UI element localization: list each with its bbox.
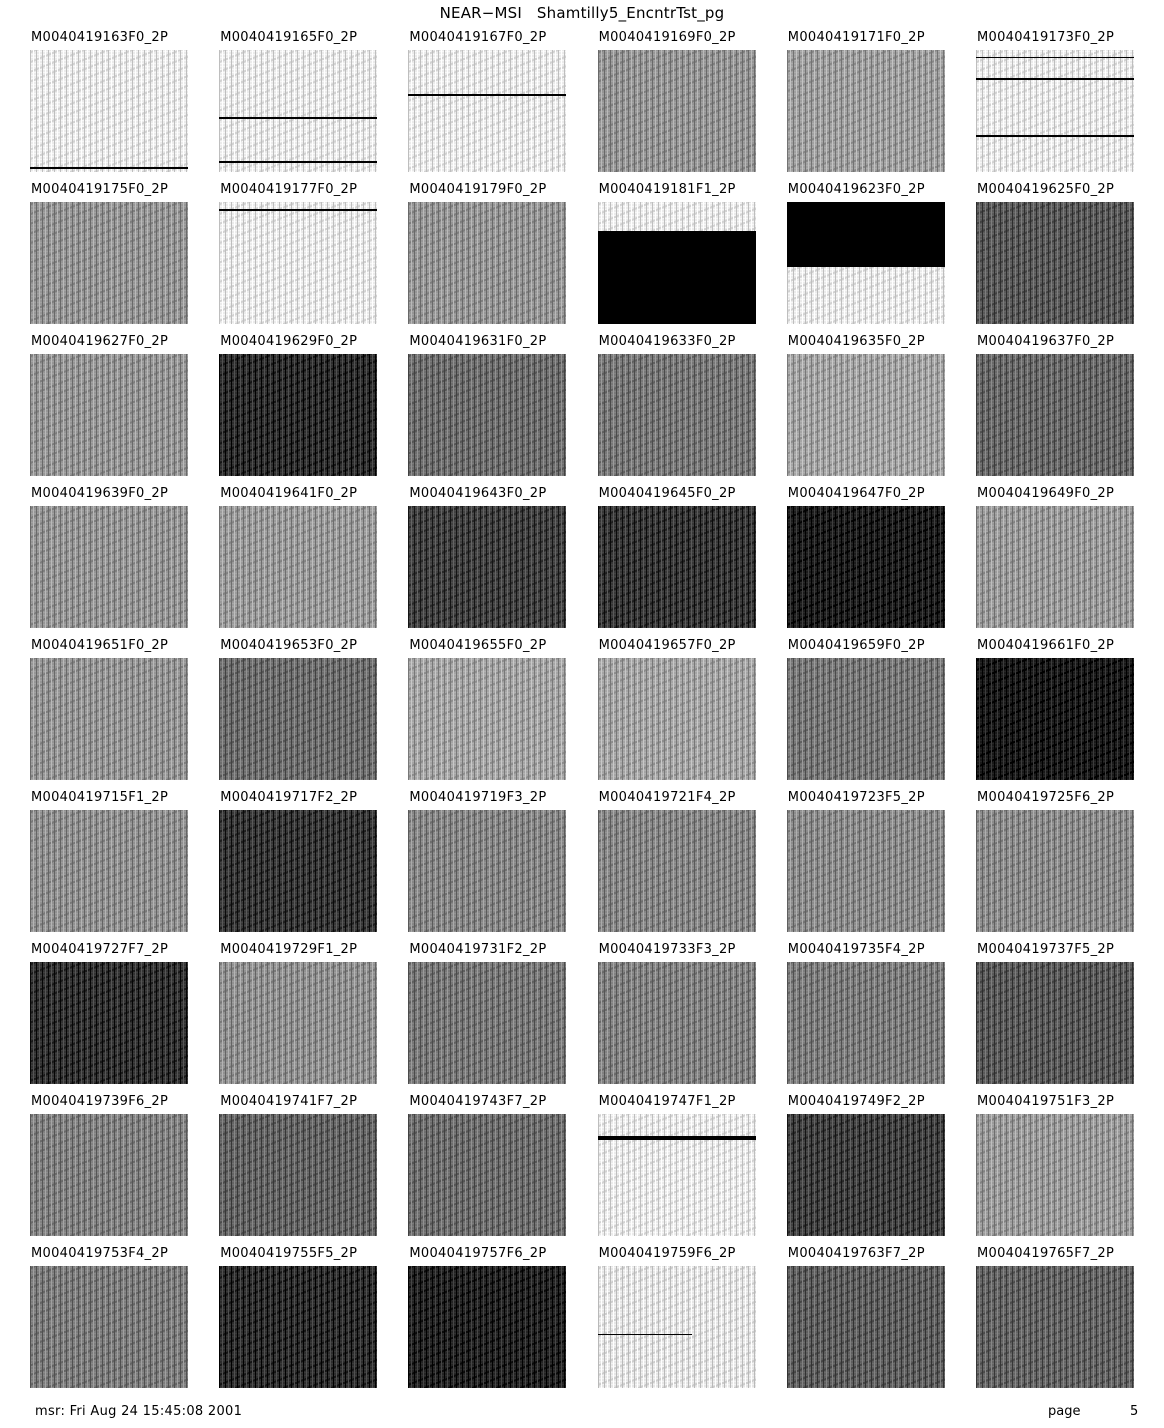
frame-cell (598, 942, 758, 1092)
frame-cell (30, 638, 190, 788)
frame-texture (408, 1266, 566, 1388)
frame-texture (787, 658, 945, 780)
frame-label: M0040419733F3_2P (598, 942, 736, 957)
frame-texture (787, 354, 945, 476)
frame-thumbnail (976, 1114, 1134, 1236)
frame-cell (408, 334, 568, 484)
frame-thumbnail (30, 354, 188, 476)
frame-cell (598, 1094, 758, 1244)
frame-texture (30, 810, 188, 932)
frame-label: M0040419735F4_2P (787, 942, 925, 957)
frame-thumbnail (976, 506, 1134, 628)
frame-texture (598, 658, 756, 780)
frame-cell (598, 30, 758, 180)
frame-cell (408, 182, 568, 332)
frame-label: M0040419739F6_2P (31, 1094, 169, 1109)
frame-label: M0040419647F0_2P (787, 486, 925, 501)
frame-label: M0040419649F0_2P (977, 486, 1115, 501)
frame-label: M0040419757F6_2P (409, 1246, 547, 1261)
frame-texture (219, 962, 377, 1084)
frame-cell (408, 1094, 568, 1244)
frame-thumbnail (976, 50, 1134, 172)
frame-thumbnail (408, 354, 566, 476)
frame-cell (30, 30, 190, 180)
frame-label: M0040419659F0_2P (787, 638, 925, 653)
frame-texture (976, 810, 1134, 932)
frame-cell (219, 638, 379, 788)
frame-cell (30, 1246, 190, 1396)
page-label: page (1048, 1404, 1081, 1419)
frame-label: M0040419175F0_2P (31, 182, 169, 197)
frame-cell (219, 182, 379, 332)
frame-texture (408, 354, 566, 476)
frame-texture (598, 506, 756, 628)
frame-texture (976, 354, 1134, 476)
frame-texture (219, 506, 377, 628)
frame-cell (976, 334, 1136, 484)
frame-label: M0040419765F7_2P (977, 1246, 1115, 1261)
frame-thumbnail (219, 354, 377, 476)
frame-texture (598, 354, 756, 476)
frame-thumbnail (598, 962, 756, 1084)
frame-label: M0040419723F5_2P (787, 790, 925, 805)
frame-label: M0040419633F0_2P (598, 334, 736, 349)
frame-thumbnail (30, 506, 188, 628)
frame-cell (408, 942, 568, 1092)
frame-texture (408, 658, 566, 780)
frame-label: M0040419743F7_2P (409, 1094, 547, 1109)
frame-label: M0040419171F0_2P (787, 30, 925, 45)
frame-cell (976, 1246, 1136, 1396)
frame-cell (408, 486, 568, 636)
frame-cell (30, 182, 190, 332)
frame-thumbnail (408, 962, 566, 1084)
frame-texture (219, 1114, 377, 1236)
frame-label: M0040419625F0_2P (977, 182, 1115, 197)
frame-cell (30, 790, 190, 940)
frame-label: M0040419763F7_2P (787, 1246, 925, 1261)
frame-texture (598, 1114, 756, 1236)
frame-texture (787, 962, 945, 1084)
frame-thumbnail (408, 1114, 566, 1236)
frame-thumbnail (219, 202, 377, 324)
frame-thumbnail (408, 202, 566, 324)
frame-line-artifact (219, 161, 377, 163)
frame-dark-region (787, 202, 945, 267)
frame-cell (598, 182, 758, 332)
frame-thumbnail (598, 506, 756, 628)
frame-label: M0040419725F6_2P (977, 790, 1115, 805)
frame-cell (976, 30, 1136, 180)
page-title: NEAR−MSI Shamtilly5_EncntrTst_pg (439, 4, 725, 22)
frame-thumbnail (219, 1114, 377, 1236)
frame-label: M0040419179F0_2P (409, 182, 547, 197)
frame-label: M0040419737F5_2P (977, 942, 1115, 957)
frame-thumbnail (219, 50, 377, 172)
frame-label: M0040419167F0_2P (409, 30, 547, 45)
frame-cell (976, 942, 1136, 1092)
frame-label: M0040419631F0_2P (409, 334, 547, 349)
frame-label: M0040419715F1_2P (31, 790, 169, 805)
frame-texture (976, 202, 1134, 324)
frame-label: M0040419643F0_2P (409, 486, 547, 501)
frame-cell (219, 790, 379, 940)
frame-cell (408, 1246, 568, 1396)
frame-thumbnail (408, 506, 566, 628)
frame-thumbnail (30, 810, 188, 932)
frame-texture (219, 658, 377, 780)
frame-line-artifact (219, 209, 377, 211)
frame-thumbnail (976, 202, 1134, 324)
frame-thumbnail (408, 50, 566, 172)
frame-texture (30, 202, 188, 324)
frame-thumbnail (787, 962, 945, 1084)
frame-thumbnail (408, 1266, 566, 1388)
frame-label: M0040419627F0_2P (31, 334, 169, 349)
frame-label: M0040419741F7_2P (220, 1094, 358, 1109)
frame-line-artifact (976, 78, 1134, 80)
frame-texture (976, 50, 1134, 172)
frame-thumbnail (976, 810, 1134, 932)
frame-texture (219, 1266, 377, 1388)
frame-cell (408, 790, 568, 940)
frame-cell (787, 182, 947, 332)
frame-cell (787, 30, 947, 180)
frame-thumbnail (219, 962, 377, 1084)
frame-label: M0040419749F2_2P (787, 1094, 925, 1109)
frame-cell (598, 334, 758, 484)
frame-thumbnail (787, 658, 945, 780)
frame-texture (976, 1266, 1134, 1388)
frame-cell (219, 942, 379, 1092)
frame-label: M0040419751F3_2P (977, 1094, 1115, 1109)
frame-thumbnail (219, 506, 377, 628)
frame-texture (408, 810, 566, 932)
frame-thumbnail (787, 50, 945, 172)
frame-label: M0040419181F1_2P (598, 182, 736, 197)
frame-thumbnail (219, 1266, 377, 1388)
frame-cell (976, 638, 1136, 788)
frame-texture (598, 962, 756, 1084)
frame-label: M0040419623F0_2P (787, 182, 925, 197)
frame-cell (219, 334, 379, 484)
frame-texture (598, 1266, 756, 1388)
frame-texture (787, 1266, 945, 1388)
frame-cell (219, 1094, 379, 1244)
page-number: 5 (1130, 1404, 1139, 1419)
frame-thumbnail (787, 1114, 945, 1236)
frame-cell (219, 486, 379, 636)
frame-line-artifact (408, 94, 566, 96)
frame-thumbnail (598, 658, 756, 780)
frame-thumbnail (976, 1266, 1134, 1388)
frame-cell (219, 1246, 379, 1396)
frame-texture (30, 1266, 188, 1388)
frame-cell (787, 790, 947, 940)
frame-thumbnail (787, 810, 945, 932)
frame-label: M0040419165F0_2P (220, 30, 358, 45)
frame-thumbnail (30, 1266, 188, 1388)
frame-label: M0040419653F0_2P (220, 638, 358, 653)
frame-thumbnail (598, 810, 756, 932)
frame-thumbnail (408, 658, 566, 780)
frame-label: M0040419727F7_2P (31, 942, 169, 957)
frame-cell (787, 334, 947, 484)
frame-cell (787, 1094, 947, 1244)
frame-texture (598, 810, 756, 932)
frame-texture (30, 962, 188, 1084)
frame-cell (598, 790, 758, 940)
footer-timestamp: msr: Fri Aug 24 15:45:08 2001 (35, 1404, 243, 1419)
frame-thumbnail (408, 810, 566, 932)
frame-label: M0040419747F1_2P (598, 1094, 736, 1109)
frame-cell (30, 942, 190, 1092)
frame-label: M0040419169F0_2P (598, 30, 736, 45)
frame-texture (408, 202, 566, 324)
frame-texture (787, 810, 945, 932)
frame-label: M0040419721F4_2P (598, 790, 736, 805)
frame-texture (219, 354, 377, 476)
frame-label: M0040419629F0_2P (220, 334, 358, 349)
frame-cell (598, 486, 758, 636)
frame-label: M0040419637F0_2P (977, 334, 1115, 349)
frame-label: M0040419719F3_2P (409, 790, 547, 805)
frame-label: M0040419661F0_2P (977, 638, 1115, 653)
frame-label: M0040419177F0_2P (220, 182, 358, 197)
frame-dark-region (598, 231, 756, 324)
frame-line-artifact (598, 1334, 693, 1335)
frame-label: M0040419759F6_2P (598, 1246, 736, 1261)
footer-page (1048, 1404, 1139, 1419)
frame-texture (219, 50, 377, 172)
frame-thumbnail (30, 1114, 188, 1236)
frame-texture (787, 506, 945, 628)
frame-cell (408, 638, 568, 788)
frame-texture (30, 658, 188, 780)
frame-thumbnail (219, 810, 377, 932)
frame-thumbnail (787, 354, 945, 476)
frame-texture (598, 50, 756, 172)
frame-texture (408, 506, 566, 628)
frame-cell (976, 790, 1136, 940)
frame-label: M0040419731F2_2P (409, 942, 547, 957)
frame-cell (787, 638, 947, 788)
frame-thumbnail (598, 202, 756, 324)
frame-thumbnail (598, 1266, 756, 1388)
frame-cell (787, 486, 947, 636)
frame-label: M0040419753F4_2P (31, 1246, 169, 1261)
frame-texture (787, 50, 945, 172)
frame-thumbnail (787, 506, 945, 628)
frame-thumbnail (598, 1114, 756, 1236)
frame-label: M0040419655F0_2P (409, 638, 547, 653)
frame-thumbnail (30, 658, 188, 780)
frame-thumbnail (30, 202, 188, 324)
frame-thumbnail (787, 202, 945, 324)
frame-cell (30, 486, 190, 636)
frame-label: M0040419729F1_2P (220, 942, 358, 957)
frame-cell (598, 1246, 758, 1396)
frame-thumbnail (976, 658, 1134, 780)
frame-texture (976, 658, 1134, 780)
frame-cell (787, 1246, 947, 1396)
frame-texture (408, 1114, 566, 1236)
frame-line-artifact (30, 167, 188, 169)
frame-label: M0040419755F5_2P (220, 1246, 358, 1261)
frame-cell (30, 1094, 190, 1244)
frame-thumbnail (976, 354, 1134, 476)
frame-line-artifact (219, 117, 377, 119)
frame-label: M0040419651F0_2P (31, 638, 169, 653)
frame-texture (219, 202, 377, 324)
frame-label: M0040419717F2_2P (220, 790, 358, 805)
frame-cell (219, 30, 379, 180)
frame-cell (30, 334, 190, 484)
frame-texture (976, 962, 1134, 1084)
frame-texture (30, 354, 188, 476)
frame-thumbnail (598, 50, 756, 172)
frame-thumbnail (219, 658, 377, 780)
frame-texture (30, 506, 188, 628)
frame-label: M0040419163F0_2P (31, 30, 169, 45)
frame-label: M0040419173F0_2P (977, 30, 1115, 45)
frame-texture (976, 506, 1134, 628)
frame-cell (408, 30, 568, 180)
frame-label: M0040419635F0_2P (787, 334, 925, 349)
frame-texture (219, 810, 377, 932)
frame-cell (976, 1094, 1136, 1244)
frame-line-artifact (976, 57, 1134, 58)
frame-label: M0040419641F0_2P (220, 486, 358, 501)
frame-line-artifact (598, 1136, 756, 1140)
frame-thumbnail (976, 962, 1134, 1084)
frame-cell (787, 942, 947, 1092)
frame-cell (976, 182, 1136, 332)
frame-cell (976, 486, 1136, 636)
frame-thumbnail (30, 50, 188, 172)
frame-texture (30, 1114, 188, 1236)
frame-cell (598, 638, 758, 788)
frame-texture (787, 1114, 945, 1236)
frame-label: M0040419639F0_2P (31, 486, 169, 501)
frame-thumbnail (30, 962, 188, 1084)
frame-thumbnail (598, 354, 756, 476)
frame-texture (408, 50, 566, 172)
frame-texture (408, 962, 566, 1084)
frame-label: M0040419645F0_2P (598, 486, 736, 501)
frame-texture (30, 50, 188, 172)
frame-label: M0040419657F0_2P (598, 638, 736, 653)
frame-line-artifact (976, 135, 1134, 137)
frame-texture (976, 1114, 1134, 1236)
frame-thumbnail (787, 1266, 945, 1388)
